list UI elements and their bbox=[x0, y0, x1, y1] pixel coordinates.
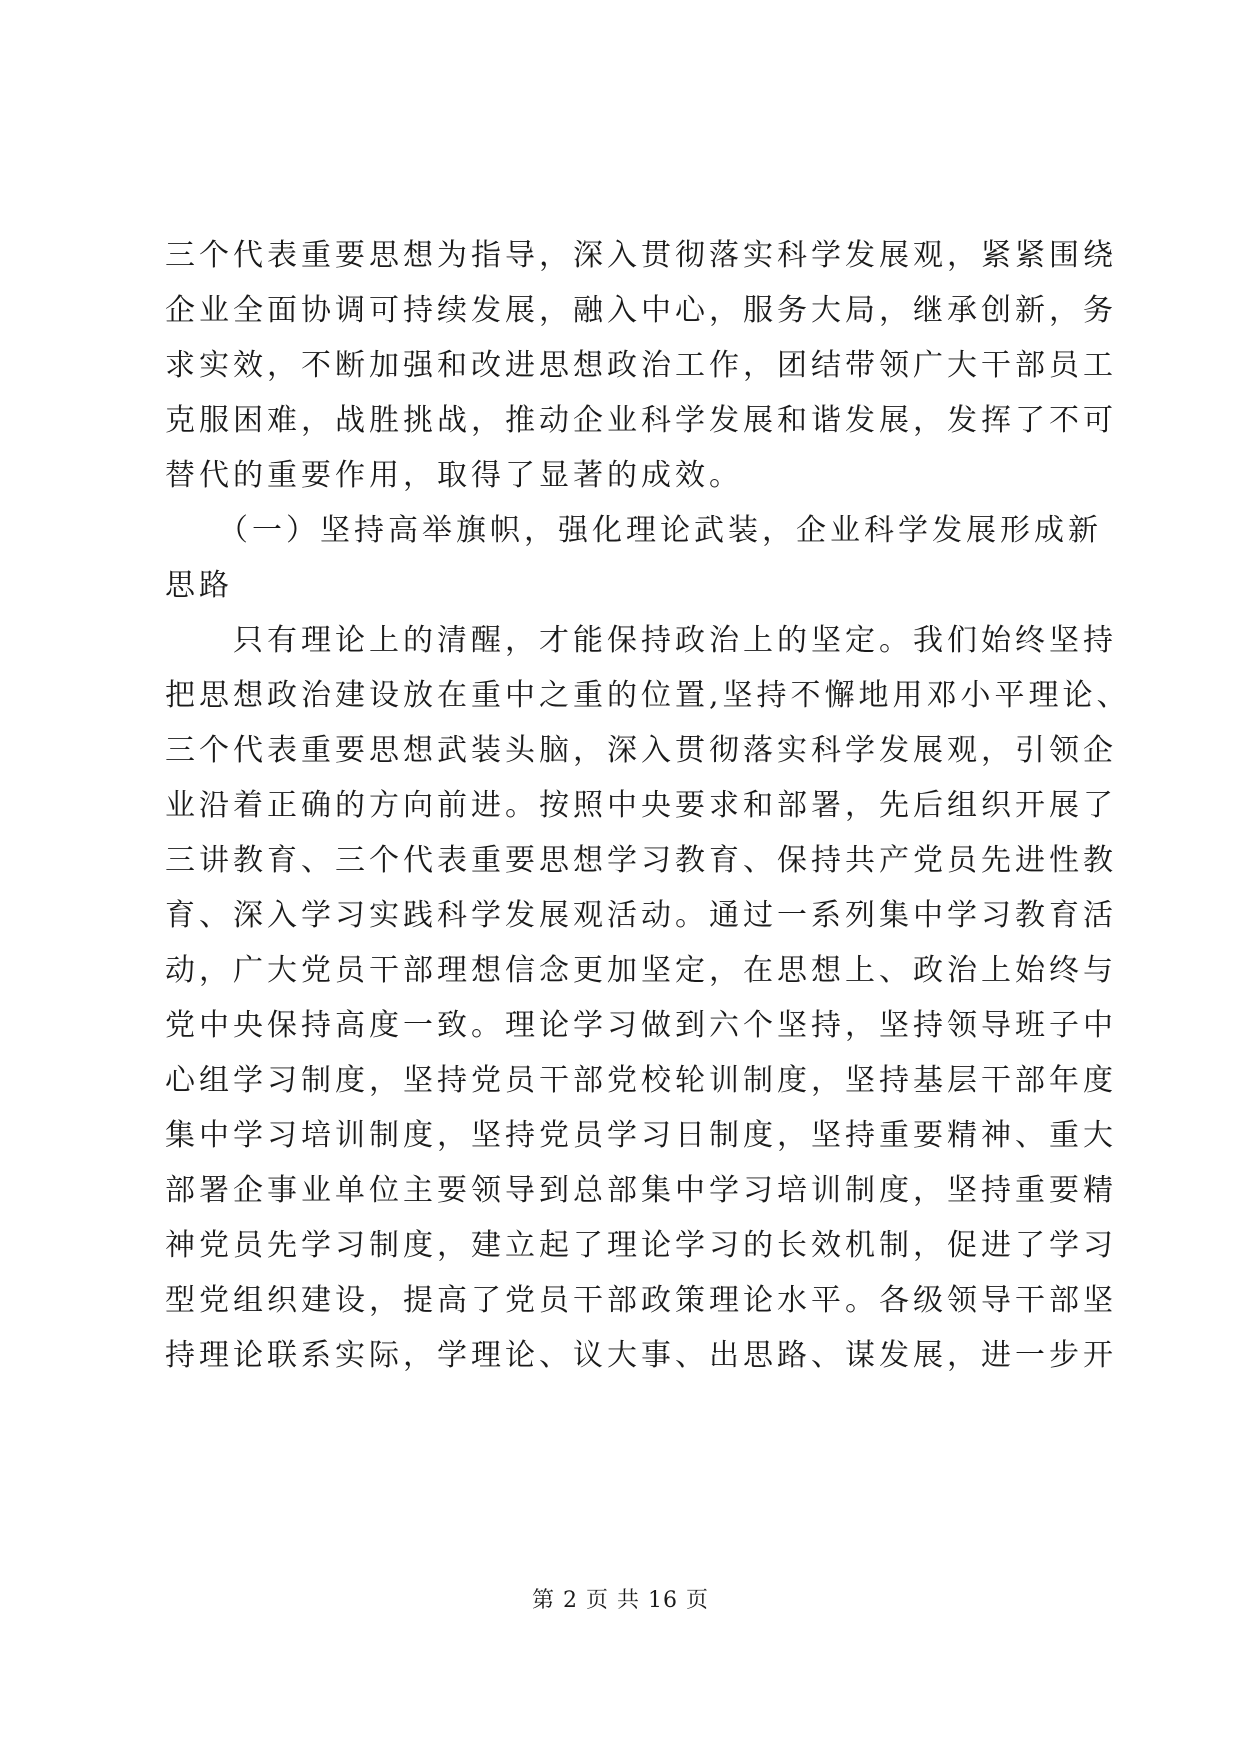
text-line: 党中央保持高度一致。理论学习做到六个坚持，坚持领导班子中 bbox=[165, 1008, 1117, 1043]
text-line: 业沿着正确的方向前进。按照中央要求和部署，先后组织开展了 bbox=[165, 788, 1117, 823]
page-number: 第 2 页 共 16 页 bbox=[532, 1588, 709, 1613]
body-text bbox=[165, 228, 1131, 1383]
text-line: 替代的重要作用，取得了显著的成效。 bbox=[165, 458, 743, 493]
text-line: 神党员先学习制度，建立起了理论学习的长效机制，促进了学习 bbox=[165, 1228, 1117, 1263]
text-line: 求实效，不断加强和改进思想政治工作，团结带领广大干部员工 bbox=[165, 348, 1117, 383]
section-heading-line: 思路 bbox=[165, 568, 233, 603]
text-line: 三个代表重要思想为指导，深入贯彻落实科学发展观，紧紧围绕 bbox=[165, 238, 1117, 273]
text-line: 持理论联系实际，学理论、议大事、出思路、谋发展，进一步开 bbox=[165, 1338, 1117, 1373]
text-line: 只有理论上的清醒，才能保持政治上的坚定。我们始终坚持 bbox=[165, 623, 1117, 658]
text-line: 克服困难，战胜挑战，推动企业科学发展和谐发展，发挥了不可 bbox=[165, 403, 1117, 438]
text-line: 型党组织建设，提高了党员干部政策理论水平。各级领导干部坚 bbox=[165, 1283, 1117, 1318]
text-line: 三讲教育、三个代表重要思想学习教育、保持共产党员先进性教 bbox=[165, 843, 1117, 878]
text-line: 育、深入学习实践科学发展观活动。通过一系列集中学习教育活 bbox=[165, 898, 1117, 933]
text-line: 部署企事业单位主要领导到总部集中学习培训制度，坚持重要精 bbox=[165, 1173, 1117, 1208]
page-footer bbox=[0, 1586, 1241, 1616]
text-line: 心组学习制度，坚持党员干部党校轮训制度，坚持基层干部年度 bbox=[165, 1063, 1117, 1098]
text-line: 集中学习培训制度，坚持党员学习日制度，坚持重要精神、重大 bbox=[165, 1118, 1117, 1153]
text-line: 把思想政治建设放在重中之重的位置,坚持不懈地用邓小平理论、 bbox=[165, 678, 1131, 713]
section-heading-line: （一）坚持高举旗帜，强化理论武装，企业科学发展形成新 bbox=[165, 513, 1102, 548]
text-line: 三个代表重要思想武装头脑，深入贯彻落实科学发展观，引领企 bbox=[165, 733, 1117, 768]
text-line: 动，广大党员干部理想信念更加坚定，在思想上、政治上始终与 bbox=[165, 953, 1117, 988]
text-line: 企业全面协调可持续发展，融入中心，服务大局，继承创新，务 bbox=[165, 293, 1117, 328]
